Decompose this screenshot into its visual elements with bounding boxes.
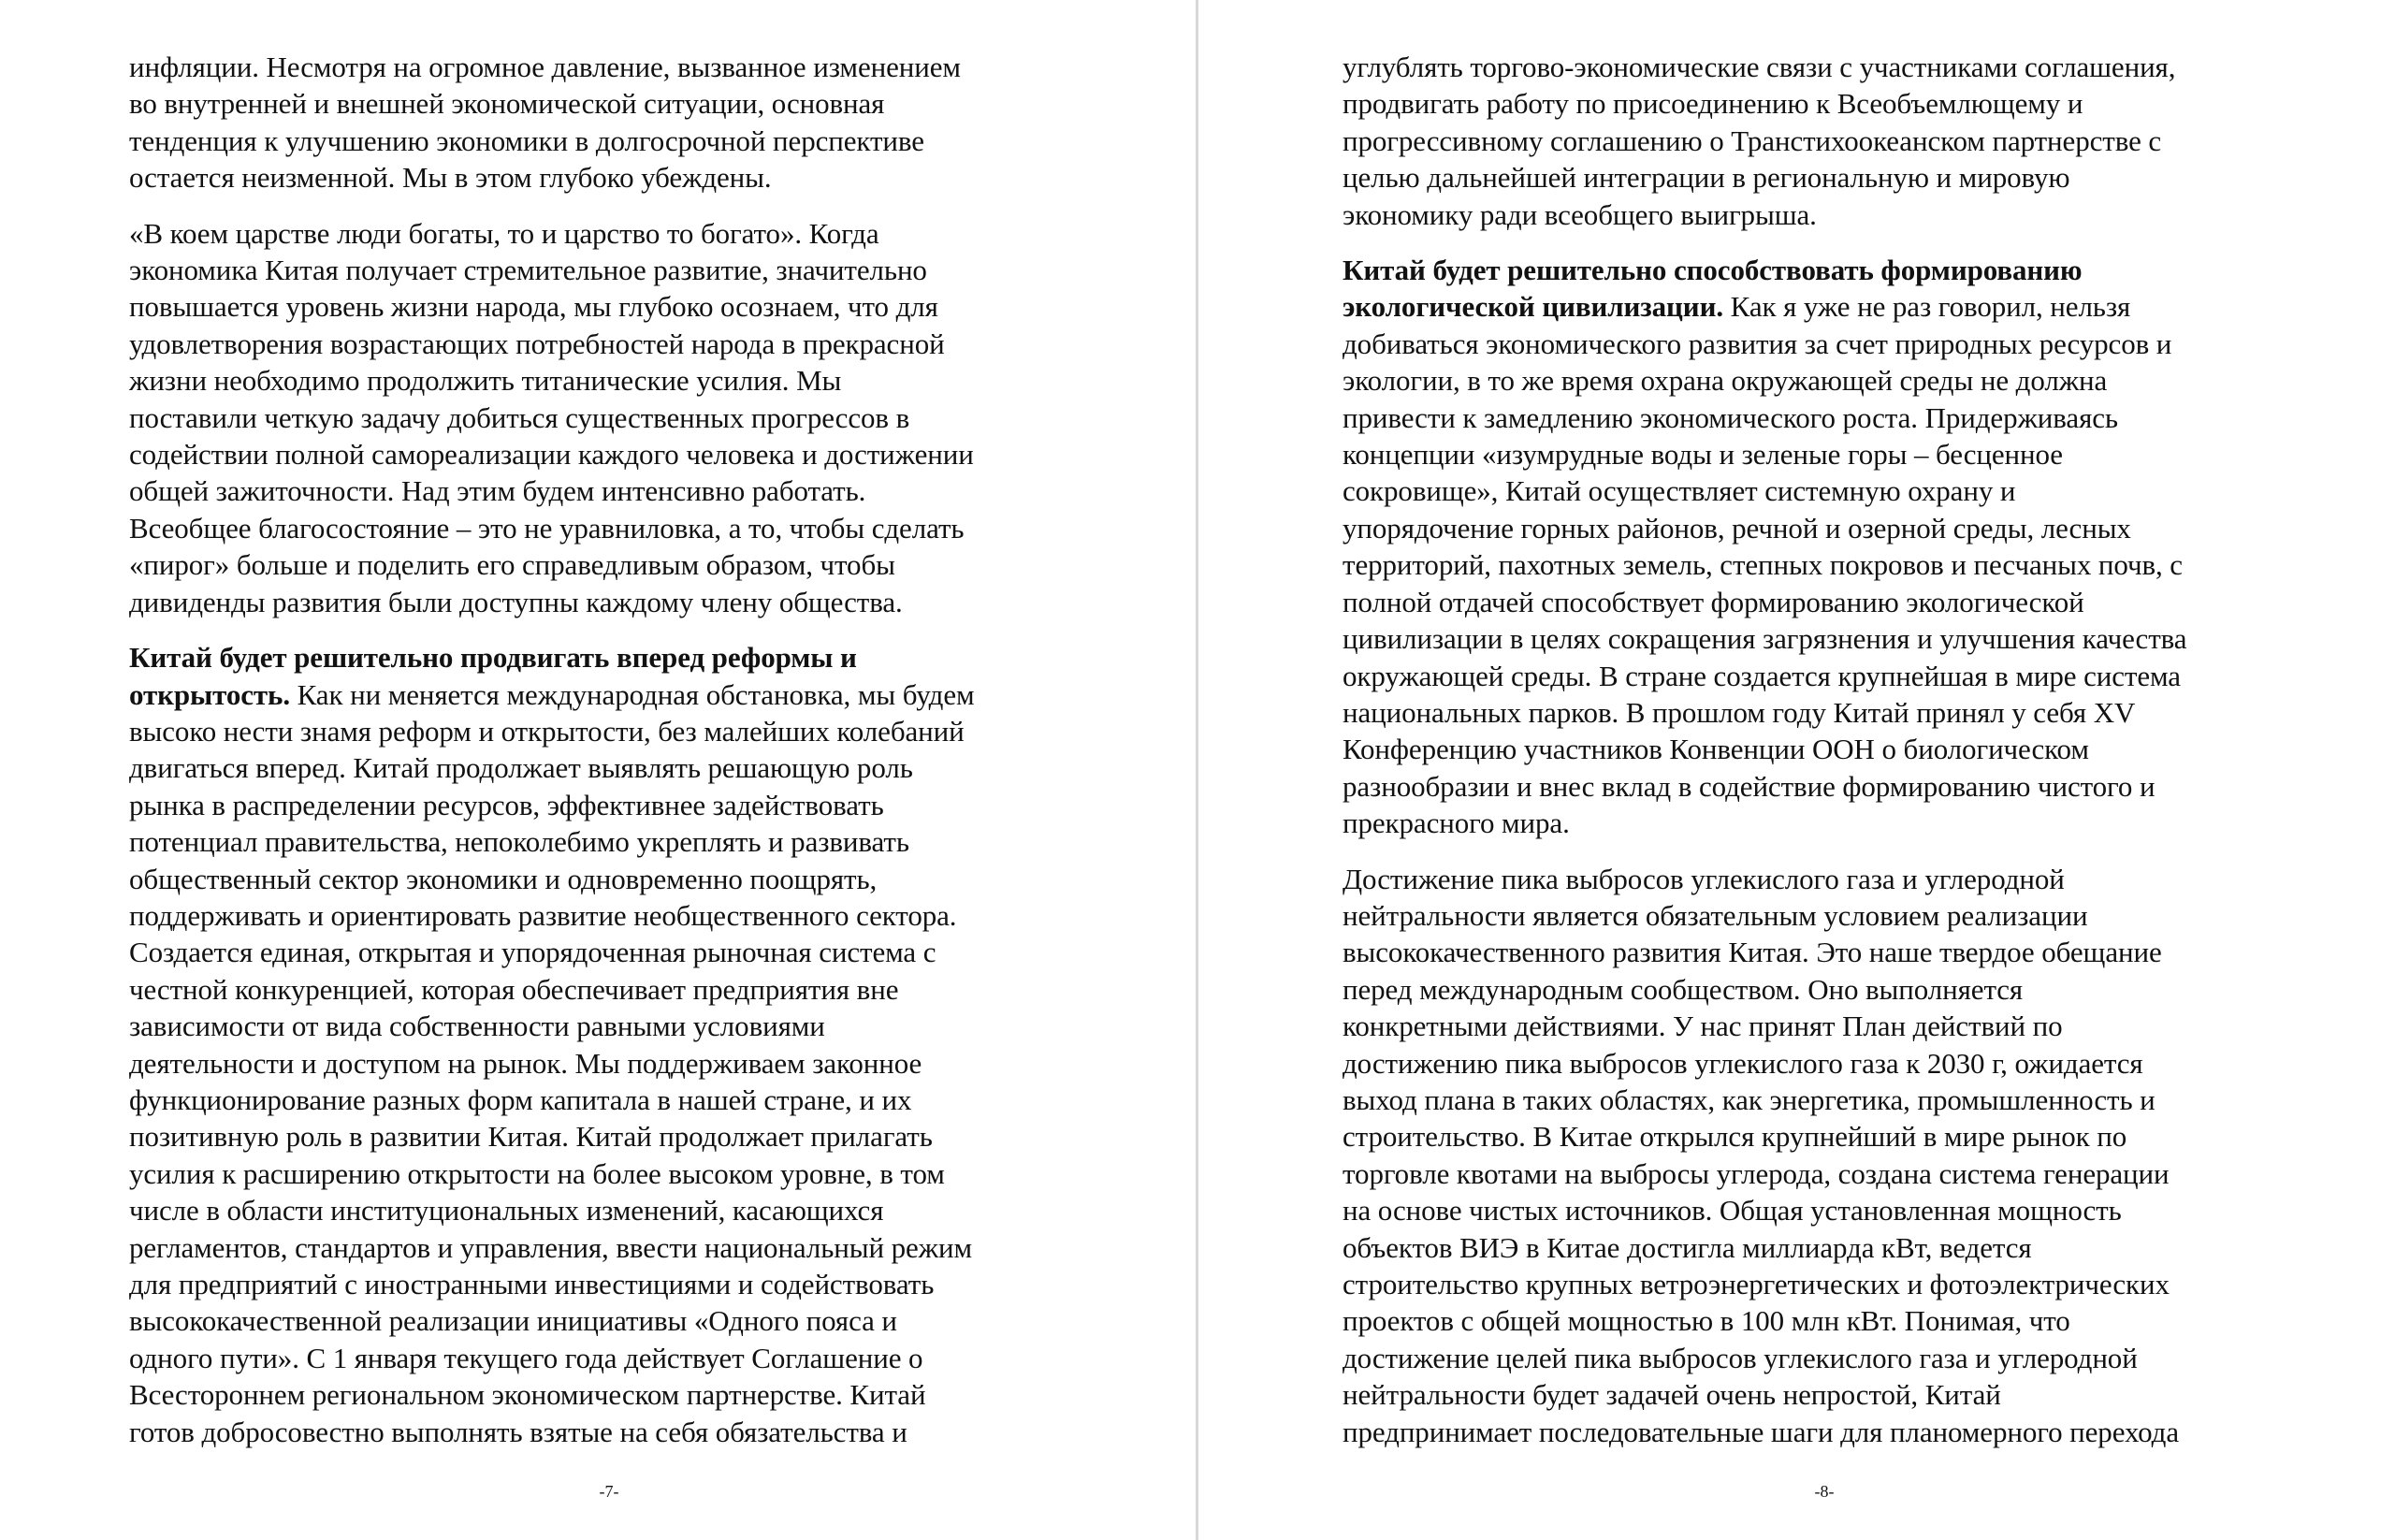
text-line <box>129 252 1102 288</box>
text-line <box>129 123 1102 159</box>
body-text: выход плана в таких областях, как энергетика, промышленность и <box>1343 1082 2156 1116</box>
text-line <box>1343 472 2315 509</box>
paragraph <box>129 215 1102 620</box>
text-line <box>1343 731 2315 767</box>
body-text: общей зажиточности. Над этим будем интенсивно работать. <box>129 474 866 508</box>
page-number: -8- <box>1814 1482 1835 1501</box>
body-text: экологии, в то же время охрана окружающей среды не должна <box>1343 364 2108 398</box>
body-text: Как я уже не раз говорил, нельзя <box>1723 290 2131 324</box>
text-line <box>129 1082 1102 1118</box>
text-line <box>1343 1192 2315 1228</box>
text-line <box>129 1302 1102 1339</box>
text-line <box>129 1118 1102 1155</box>
body-text: предпринимает последовательные шаги для планомерного перехода <box>1343 1415 2180 1448</box>
body-text: перед международным сообществом. Оно выполняется <box>1343 972 2024 1006</box>
text-line <box>129 159 1102 196</box>
text-line <box>1343 362 2315 399</box>
body-text: экономику ради всеобщего выигрыша. <box>1343 197 1817 231</box>
text-line <box>1343 1266 2315 1302</box>
body-text: экономика Китая получает стремительное развитие, значительно <box>129 254 927 287</box>
text-line <box>129 1266 1102 1302</box>
text-line <box>1343 1118 2315 1155</box>
page-body-text <box>129 49 1102 1469</box>
body-text: потенциал правительства, непоколебимо укреплять и развивать <box>129 825 909 859</box>
text-line <box>1343 1045 2315 1082</box>
body-text: прогрессивному соглашению о Транстихоокеанском партнерстве с <box>1343 123 2162 157</box>
body-text: высококачественной реализации инициативы «Одного пояса и <box>129 1304 897 1338</box>
text-line <box>1343 1302 2315 1339</box>
body-text: разнообразии и внес вклад в содействие формированию чистого и <box>1343 769 2156 803</box>
body-text: достижению пика выбросов углекислого газа к 2030 г, ожидается <box>1343 1046 2143 1080</box>
body-text: нейтральности является обязательным условием реализации <box>1343 898 2088 932</box>
body-text: строительство. В Китае открылся крупнейший в мире рынок по <box>1343 1120 2127 1154</box>
body-text: высоко нести знамя реформ и открытости, без малейших колебаний <box>129 714 965 748</box>
body-text: рынка в распределении ресурсов, эффективнее задействовать <box>129 788 884 821</box>
text-line <box>129 215 1102 252</box>
body-text: деятельности и доступом на рынок. Мы поддерживаем законное <box>129 1046 922 1080</box>
body-text: сокровище», Китай осуществляет системную охрану и <box>1343 474 2016 508</box>
body-text: концепции «изумрудные воды и зеленые горы – бесценное <box>1343 438 2063 472</box>
body-text: честной конкуренцией, которая обеспечивает предприятия вне <box>129 972 899 1006</box>
text-line <box>1343 897 2315 934</box>
text-line <box>1343 85 2315 122</box>
body-text: удовлетворения возрастающих потребностей народа в прекрасной <box>129 327 945 360</box>
text-line <box>1343 436 2315 472</box>
body-text: двигаться вперед. Китай продолжает выявлять решающую роль <box>129 751 913 785</box>
text-line <box>129 49 1102 85</box>
text-line <box>1343 252 2315 288</box>
text-line <box>129 787 1102 823</box>
body-text: жизни необходимо продолжить титанические усилия. Мы <box>129 364 842 398</box>
bold-heading-text: Китай будет решительно продвигать вперед реформы и <box>129 641 857 675</box>
text-line <box>129 400 1102 436</box>
text-line <box>129 326 1102 362</box>
body-text: дивиденды развития были доступны каждому члену общества. <box>129 585 903 618</box>
text-line <box>129 1155 1102 1192</box>
text-line <box>1343 123 2315 159</box>
body-text: конкретными действиями. У нас принят План действий по <box>1343 1010 2063 1043</box>
text-line <box>1343 326 2315 362</box>
text-line <box>129 676 1102 713</box>
body-text: проектов с общей мощностью в 100 млн кВт. Понимая, что <box>1343 1304 2070 1338</box>
body-text: продвигать работу по присоединению к Всеобъемлющему и <box>1343 87 2083 121</box>
text-line <box>1343 620 2315 657</box>
text-line <box>129 546 1102 583</box>
body-text: числе в области институциональных изменений, касающихся <box>129 1194 884 1228</box>
text-line <box>129 362 1102 399</box>
text-line <box>129 639 1102 676</box>
body-text: во внутренней и внешней экономической ситуации, основная <box>129 87 885 121</box>
text-line <box>129 1376 1102 1413</box>
body-text: упорядочение горных районов, речной и озерной среды, лесных <box>1343 511 2131 545</box>
text-line <box>129 1229 1102 1266</box>
text-line <box>129 85 1102 122</box>
body-text: поставили четкую задачу добиться существенных прогрессов в <box>129 400 910 434</box>
text-line <box>129 584 1102 620</box>
text-line <box>129 510 1102 546</box>
body-text: национальных парков. В прошлом году Китай принял у себя XV <box>1343 695 2136 729</box>
body-text: объектов ВИЭ в Китае достигла миллиарда кВт, ведется <box>1343 1230 2032 1264</box>
body-text: Конференцию участников Конвенции ООН о биологическом <box>1343 733 2089 766</box>
text-line <box>129 861 1102 897</box>
body-text: достижение целей пика выбросов углекислого газа и углеродной <box>1343 1341 2138 1374</box>
paragraph <box>1343 252 2315 842</box>
text-line <box>1343 934 2315 970</box>
paragraph <box>129 49 1102 196</box>
paragraph <box>129 639 1102 1450</box>
body-text: Создается единая, открытая и упорядоченная рыночная система с <box>129 936 936 969</box>
body-text: на основе чистых источников. Общая установленная мощность <box>1343 1194 2122 1228</box>
text-line <box>1343 1340 2315 1376</box>
body-text: полной отдачей способствует формированию экологической <box>1343 585 2084 618</box>
page-right <box>1198 0 2395 1540</box>
text-line <box>129 1008 1102 1044</box>
body-text: для предприятий с иностранными инвестициями и содействовать <box>129 1268 935 1300</box>
body-text: Всеобщее благосостояние – это не уравниловка, а то, чтобы сделать <box>129 511 965 545</box>
body-text: Как ни меняется международная обстановка, мы будем <box>289 677 975 711</box>
body-text: окружающей среды. В стране создается крупнейшая в мире система <box>1343 659 2181 692</box>
body-text: целью дальнейшей интеграции в региональную и мировую <box>1343 161 2070 195</box>
text-line <box>1343 768 2315 805</box>
body-text: тенденция к улучшению экономики в долгосрочной перспективе <box>129 123 924 157</box>
text-line <box>129 934 1102 970</box>
text-line <box>129 472 1102 509</box>
body-text: высококачественного развития Китая. Это наше твердое обещание <box>1343 936 2162 969</box>
paragraph <box>1343 49 2315 233</box>
body-text: повышается уровень жизни народа, мы глубоко осознаем, что для <box>129 290 938 324</box>
text-line <box>1343 971 2315 1008</box>
text-line <box>1343 510 2315 546</box>
body-text: «В коем царстве люди богаты, то и царство то богато». Когда <box>129 216 879 250</box>
body-text: прекрасного мира. <box>1343 806 1570 840</box>
text-line <box>1343 584 2315 620</box>
body-text: Достижение пика выбросов углекислого газа и углеродной <box>1343 862 2065 895</box>
text-line <box>1343 1008 2315 1044</box>
bold-heading-text: экологической цивилизации. <box>1343 290 1723 324</box>
body-text: содействии полной самореализации каждого человека и достижении <box>129 438 974 472</box>
body-text: цивилизации в целях сокращения загрязнения и улучшения качества <box>1343 622 2187 656</box>
text-line <box>1343 1155 2315 1192</box>
bold-heading-text: открытость. <box>129 677 290 711</box>
body-text: инфляции. Несмотря на огромное давление, вызванное изменением <box>129 51 961 83</box>
page-number: -7- <box>599 1482 619 1501</box>
text-line <box>1343 1229 2315 1266</box>
text-line <box>1343 805 2315 841</box>
body-text: позитивную роль в развитии Китая. Китай продолжает прилагать <box>129 1120 933 1154</box>
text-line <box>129 823 1102 860</box>
body-text: одного пути». С 1 января текущего года действует Соглашение о <box>129 1341 923 1374</box>
text-line <box>1343 694 2315 731</box>
body-text: зависимости от вида собственности равными условиями <box>129 1010 825 1043</box>
text-line <box>1343 49 2315 85</box>
text-line <box>1343 196 2315 233</box>
page-left <box>0 0 1196 1540</box>
text-line <box>129 897 1102 934</box>
body-text: готов добросовестно выполнять взятые на себя обязательства и <box>129 1415 907 1448</box>
text-line <box>1343 546 2315 583</box>
text-line <box>1343 861 2315 897</box>
body-text: углублять торгово-экономические связи с участниками соглашения, <box>1343 51 2176 83</box>
text-line <box>129 1340 1102 1376</box>
text-line <box>129 1192 1102 1228</box>
body-text: усилия к расширению открытости на более высоком уровне, в том <box>129 1156 945 1190</box>
text-line <box>129 971 1102 1008</box>
body-text: остается неизменной. Мы в этом глубоко убеждены. <box>129 161 772 195</box>
text-line <box>129 1045 1102 1082</box>
body-text: привести к замедлению экономического роста. Придерживаясь <box>1343 400 2118 434</box>
body-text: поддерживать и ориентировать развитие необщественного сектора. <box>129 898 957 932</box>
bold-heading-text: Китай будет решительно способствовать формированию <box>1343 254 2083 287</box>
text-line <box>1343 1414 2315 1450</box>
body-text: торговле квотами на выбросы углерода, создана система генерации <box>1343 1156 2170 1190</box>
text-line <box>1343 1082 2315 1118</box>
text-line <box>1343 288 2315 325</box>
body-text: «пирог» больше и поделить его справедливым образом, чтобы <box>129 548 895 582</box>
body-text: общественный сектор экономики и одновременно поощрять, <box>129 862 878 895</box>
body-text: функционирование разных форм капитала в нашей стране, и их <box>129 1082 912 1116</box>
page-body-text <box>1343 49 2315 1469</box>
body-text: строительство крупных ветроэнергетических и фотоэлектрических <box>1343 1268 2170 1300</box>
text-line <box>129 1414 1102 1450</box>
body-text: добиваться экономического развития за счет природных ресурсов и <box>1343 327 2172 360</box>
text-line <box>129 713 1102 749</box>
body-text: нейтральности будет задачей очень непростой, Китай <box>1343 1378 2001 1412</box>
body-text: Всестороннем региональном экономическом партнерстве. Китай <box>129 1378 926 1412</box>
paragraph <box>1343 861 2315 1451</box>
text-line <box>1343 159 2315 196</box>
text-line <box>129 749 1102 786</box>
body-text: территорий, пахотных земель, степных покровов и песчаных почв, с <box>1343 548 2183 582</box>
text-line <box>1343 658 2315 694</box>
body-text: регламентов, стандартов и управления, ввести национальный режим <box>129 1230 973 1264</box>
text-line <box>1343 1376 2315 1413</box>
text-line <box>1343 400 2315 436</box>
text-line <box>129 288 1102 325</box>
text-line <box>129 436 1102 472</box>
